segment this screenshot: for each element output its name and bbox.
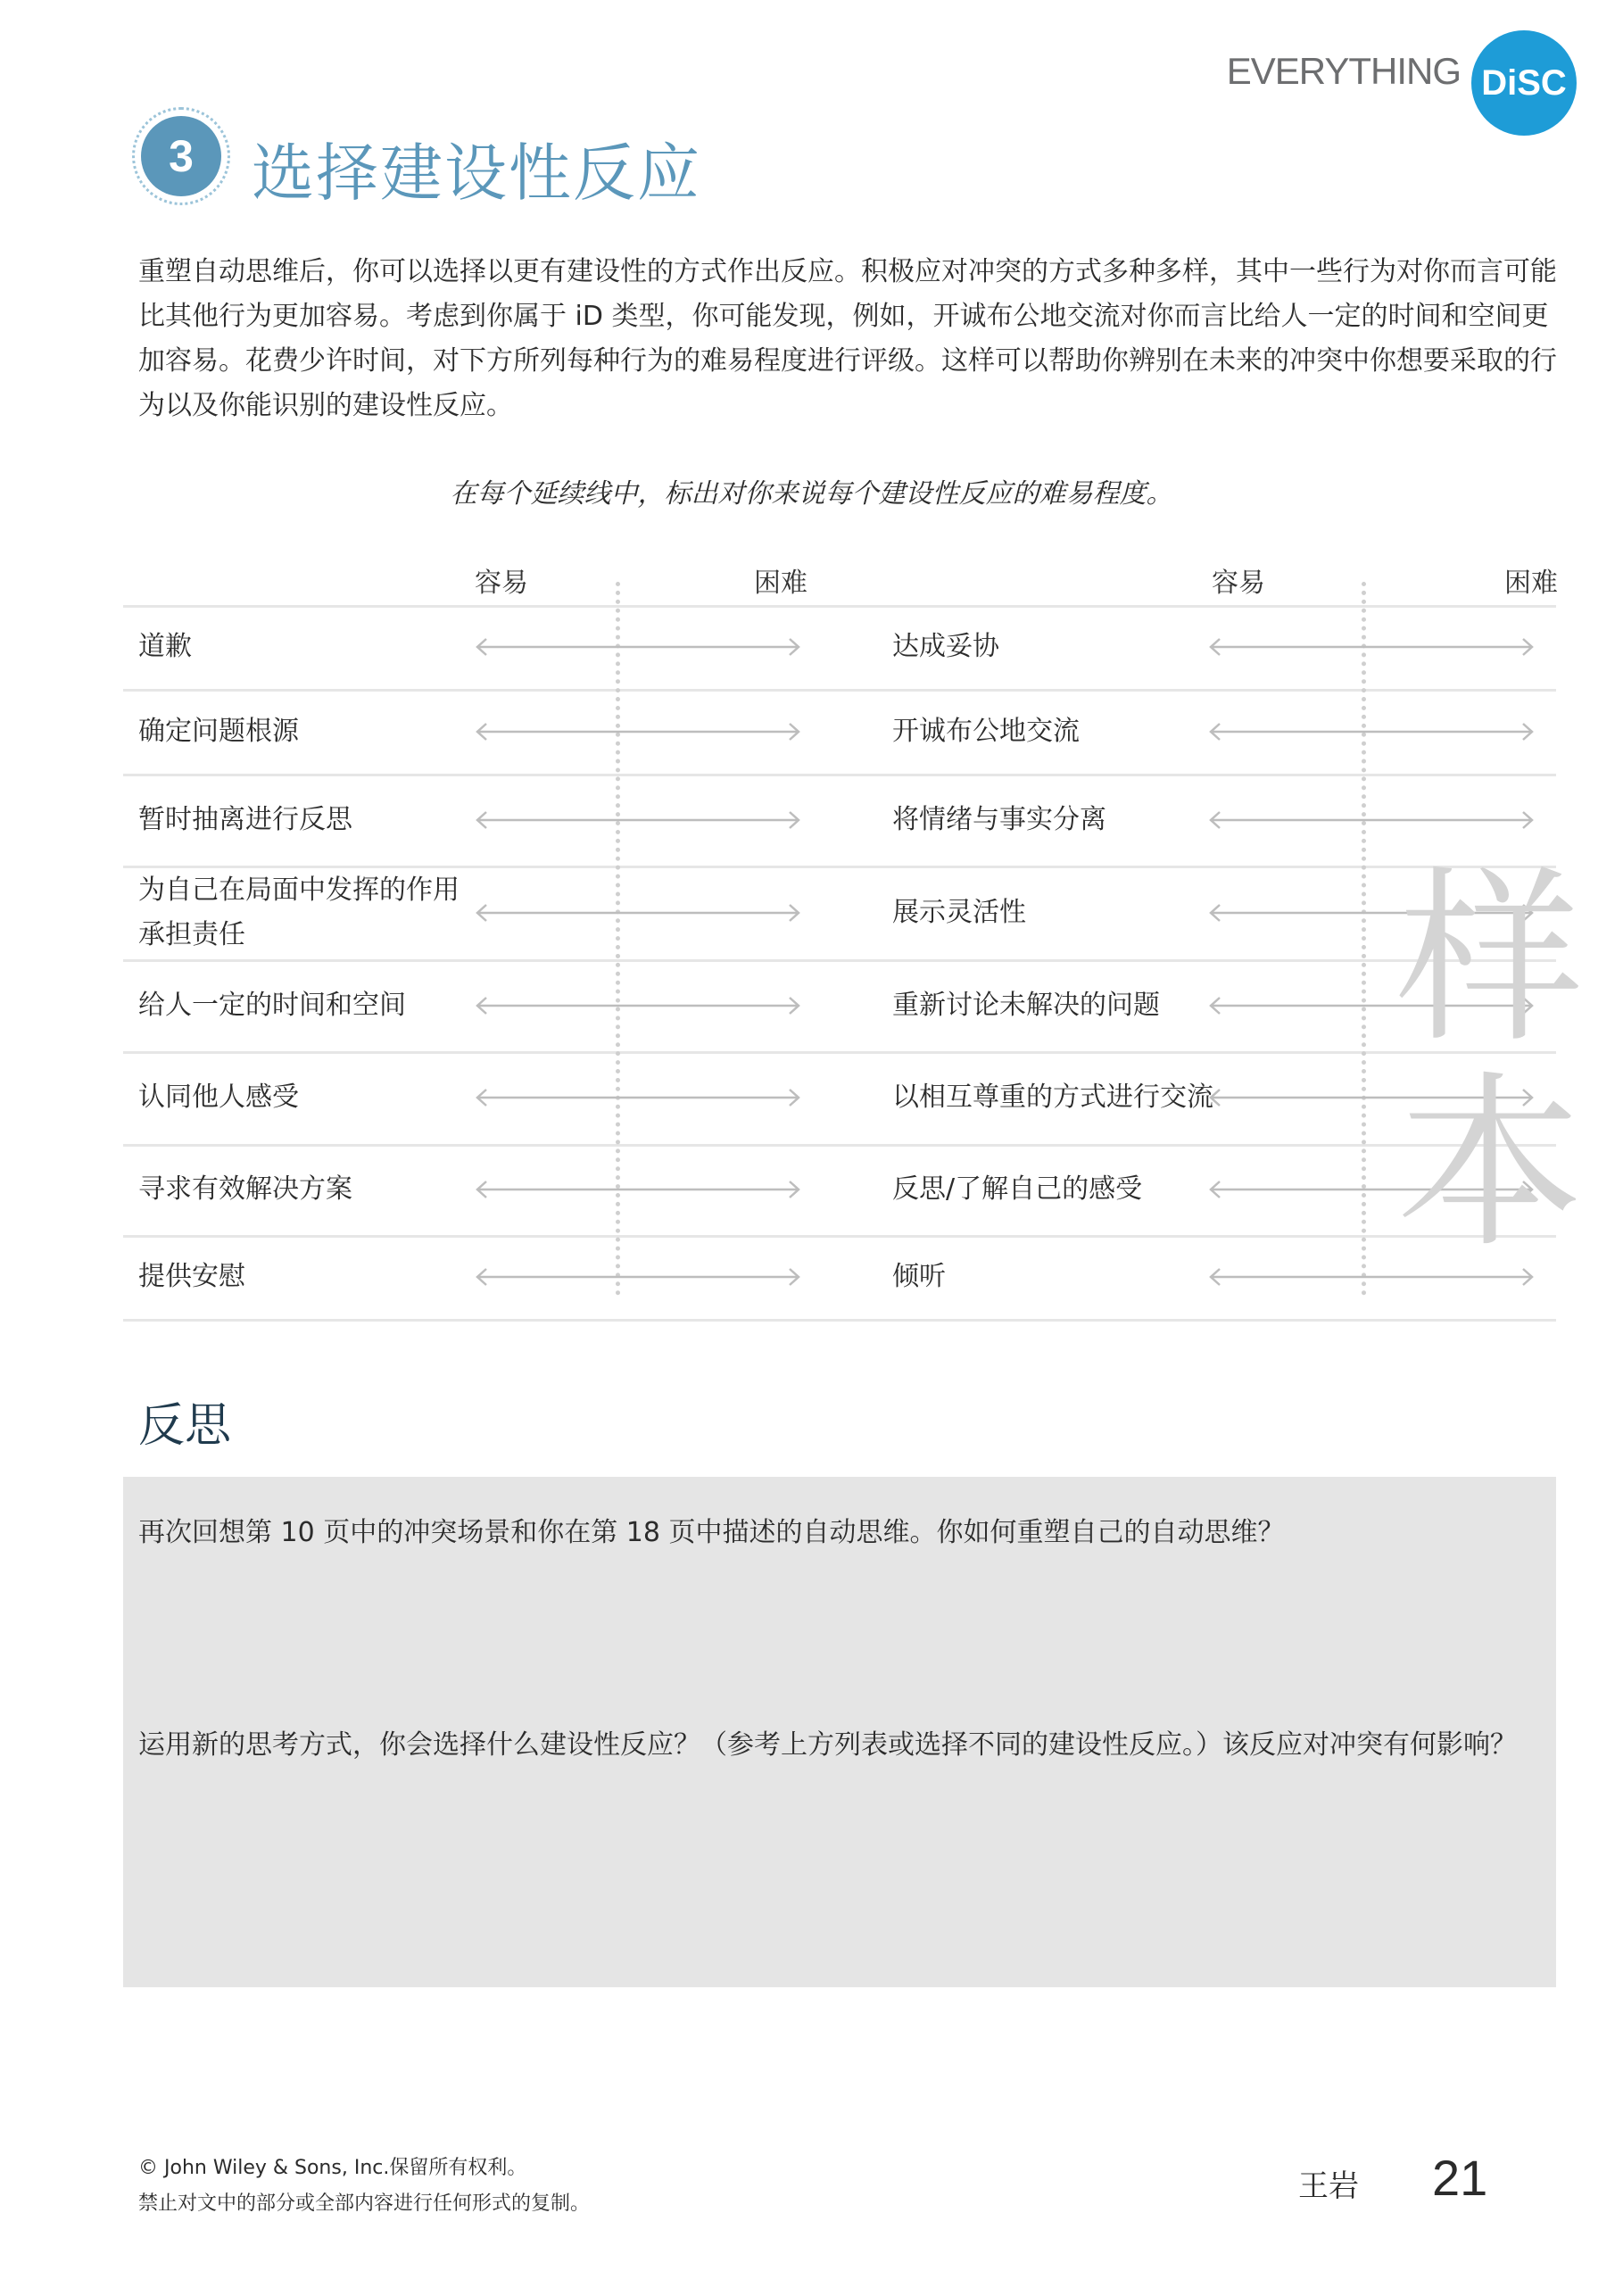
behavior-label-left: 确定问题根源 xyxy=(138,715,299,747)
behavior-label-left: 认同他人感受 xyxy=(138,1082,299,1113)
behavior-label-left: 暂时抽离进行反思 xyxy=(138,803,352,835)
behavior-label-right: 开诚布公地交流 xyxy=(892,715,1080,747)
scale-hard-right: 困难 xyxy=(1504,568,1558,599)
rating-continuum-left[interactable] xyxy=(468,636,807,658)
row-divider xyxy=(123,774,1556,776)
copyright-line: © John Wiley & Sons, Inc.保留所有权利。 xyxy=(138,2157,527,2179)
disc-badge: DiSC xyxy=(1471,30,1577,136)
behavior-label-left: 提供安慰 xyxy=(138,1261,245,1292)
intro-paragraph: 重塑自动思维后，你可以选择以更有建设性的方式作出反应。积极应对冲突的方式多种多样，其中一些行为对你而言可能比其他行为更加容易。考虑到你属于 iD 类型，你可能发现，例如，开诚布公地交流对你而言比给人一定的时间和空间更加容易。花费少许时间，对下方所列每种行为的难易程度进行评级。这样可以帮助你辨别在未来的冲突中你想要采取的行为以及你能识别的建设性反应。 xyxy=(138,256,1557,421)
footer-owner-name: 王岩 xyxy=(1298,2168,1359,2204)
behavior-label-right: 反思/了解自己的感受 xyxy=(892,1173,1143,1205)
row-divider xyxy=(123,959,1556,962)
step-number: 3 xyxy=(141,116,221,196)
rating-continuum-left[interactable] xyxy=(468,721,807,742)
rating-continuum-right[interactable] xyxy=(1202,721,1541,742)
page-number: 21 xyxy=(1432,2150,1488,2206)
section-title: 选择建设性反应 xyxy=(252,137,701,210)
reflection-question-2: 运用新的思考方式，你会选择什么建设性反应？（参考上方列表或选择不同的建设性反应。）该反应对冲突有何影响？ xyxy=(138,1729,1517,1761)
behavior-label-right: 以相互尊重的方式进行交流 xyxy=(892,1082,1213,1113)
row-divider xyxy=(123,1235,1556,1238)
behavior-label-right: 倾听 xyxy=(892,1261,946,1292)
reflection-title: 反思 xyxy=(138,1399,232,1453)
instruction-text: 在每个延续线中，标出对你来说每个建设性反应的难易程度。 xyxy=(450,478,1173,510)
behavior-label-right: 达成妥协 xyxy=(892,631,999,662)
behavior-label-left: 寻求有效解决方案 xyxy=(138,1173,352,1205)
reflection-question-1: 再次回想第 10 页中的冲突场景和你在第 18 页中描述的自动思维。你如何重塑自己的自动思维？ xyxy=(138,1517,1285,1548)
behavior-label-left: 为自己在局面中发挥的作用承担责任 xyxy=(138,874,460,950)
scale-easy-left: 容易 xyxy=(475,568,528,599)
row-divider xyxy=(123,1051,1556,1054)
behavior-label-right: 展示灵活性 xyxy=(892,896,1026,928)
scale-easy-right: 容易 xyxy=(1212,568,1265,599)
rating-continuum-left[interactable] xyxy=(468,1087,807,1108)
row-divider xyxy=(123,689,1556,692)
rating-continuum-right[interactable] xyxy=(1202,809,1541,831)
reproduction-notice: 禁止对文中的部分或全部内容进行任何形式的复制。 xyxy=(138,2192,591,2215)
rating-continuum-left[interactable] xyxy=(468,809,807,831)
sample-watermark: 样本 xyxy=(1395,850,1584,1273)
row-divider xyxy=(123,1319,1556,1322)
row-divider xyxy=(123,1144,1556,1147)
rating-continuum-left[interactable] xyxy=(468,995,807,1016)
footer-copyright xyxy=(138,2151,590,2222)
rating-continuum-left[interactable] xyxy=(468,1179,807,1200)
behavior-label-left: 道歉 xyxy=(138,631,192,662)
rating-continuum-left[interactable] xyxy=(468,1266,807,1288)
rating-continuum-right[interactable] xyxy=(1202,636,1541,658)
logo-wordmark: EVERYTHING xyxy=(1226,50,1461,92)
row-divider xyxy=(123,605,1556,608)
reflection-box[interactable] xyxy=(123,1477,1556,1987)
behavior-label-right: 将情绪与事实分离 xyxy=(892,803,1106,835)
rating-continuum-left[interactable] xyxy=(468,902,807,924)
behavior-label-right: 重新讨论未解决的问题 xyxy=(892,989,1160,1021)
behavior-label-left: 给人一定的时间和空间 xyxy=(138,989,406,1021)
scale-hard-left: 困难 xyxy=(754,568,807,599)
